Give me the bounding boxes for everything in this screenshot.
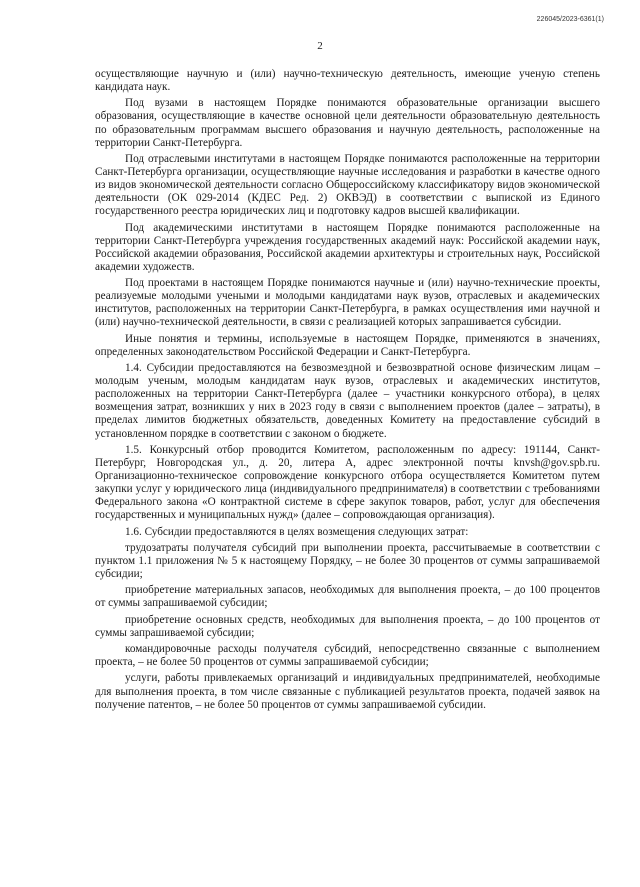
paragraph: Под академическими институтами в настоящем Порядке понимаются расположенные на территории Санкт-Петербурга учреждения государственных академий наук: Российской академии наук, Российской академии образования, Российской академии архитектуры и строительных наук, Российской академии художеств. [95,221,600,273]
paragraph: 1.4. Субсидии предоставляются на безвозмездной и безвозвратной основе физическим лицам – молодым ученым, молодым кандидатам наук вузов, отраслевых и академических институтов, расположенных на территории Санкт-Петербурга (далее – участники конкурсного отбора), в целях возмещения затрат, возникших у них в 2023 году в связи с выполнением проектов (далее – затраты), в пределах лимитов бюджетных обязательств, доведенных Комитету на предоставление субсидий в установленном порядке в соответствии с законом о бюджете. [95,362,600,440]
paragraph: трудозатраты получателя субсидий при выполнении проекта, рассчитываемые в соответствии с пунктом 1.1 приложения № 5 к настоящему Порядку, – не более 30 процентов от суммы запрашиваемой субсидии; [95,541,600,581]
paragraph: 1.6. Субсидии предоставляются в целях возмещения следующих затрат: [125,525,469,538]
paragraph: Под отраслевыми институтами в настоящем Порядке понимаются расположенные на территории Санкт-Петербурга организации, осуществляющие научные исследования и разработки в качестве одного из видов экономической деятельности согласно Общероссийскому классификатору видов экономической деятельности (ОК 029-2014 (КДЕС Ред. 2) ОКВЭД) в соответствии с выпиской из Единого государственного реестра юридических лиц и подготовку кадров высшей квалификации. [95,152,600,218]
page-number: 2 [317,40,323,52]
paragraph: осуществляющие научную и (или) научно-техническую деятельность, имеющие ученую степень кандидата наук. [95,68,600,94]
paragraph: приобретение основных средств, необходимых для выполнения проекта, – до 100 процентов от суммы запрашиваемой субсидии; [95,613,600,639]
paragraph: командировочные расходы получателя субсидий, непосредственно связанные с выполнением проекта, – не более 50 процентов от суммы запрашиваемой субсидии; [95,643,600,669]
document-id: 226045/2023-6361(1) [536,16,604,23]
paragraph: Под вузами в настоящем Порядке понимаются образовательные организации высшего образования, осуществляющие в качестве основной цели деятельности образовательную деятельность по образовательным программам высшего образования и научную деятельность, расположенные на территории Санкт-Петербурга. [95,97,600,149]
document-body [95,68,600,712]
paragraph: Иные понятия и термины, используемые в настоящем Порядке, применяются в значениях, определенных законодательством Российской Федерации и Санкт-Петербурга. [95,332,600,358]
paragraph: Под проектами в настоящем Порядке понимаются научные и (или) научно-технические проекты, реализуемые молодыми учеными и молодыми кандидатами наук вузов, отраслевых и академических институтов, расположенных на территории Санкт-Петербурга, в рамках осуществления ими научной и (или) научно-технической деятельности, в связи с реализацией которых запрашивается субсидии. [95,277,600,329]
paragraph: приобретение материальных запасов, необходимых для выполнения проекта, – до 100 процентов от суммы запрашиваемой субсидии; [95,584,600,610]
paragraph: 1.5. Конкурсный отбор проводится Комитетом, расположенным по адресу: 191144, Санкт-Петербург, Новгородская ул., д. 20, литера А, адрес электронной почты knvsh@gov.spb.ru. Организационно-техническое сопровождение конкурсного отбора осуществляется Комитетом путем закупки услуг у юридического лица (индивидуального предпринимателя) в соответствии с требованиями Федерального закона «О контрактной системе в сфере закупок товаров, работ, услуг для обеспечения государственных и муниципальных нужд» (далее – сопровождающая организация). [95,443,600,522]
paragraph: услуги, работы привлекаемых организаций и индивидуальных предпринимателей, необходимые для выполнения проекта, в том числе связанные с публикацией результатов проекта, подачей заявок на получение патентов, – не более 50 процентов от суммы запрашиваемой субсидии. [95,672,600,711]
